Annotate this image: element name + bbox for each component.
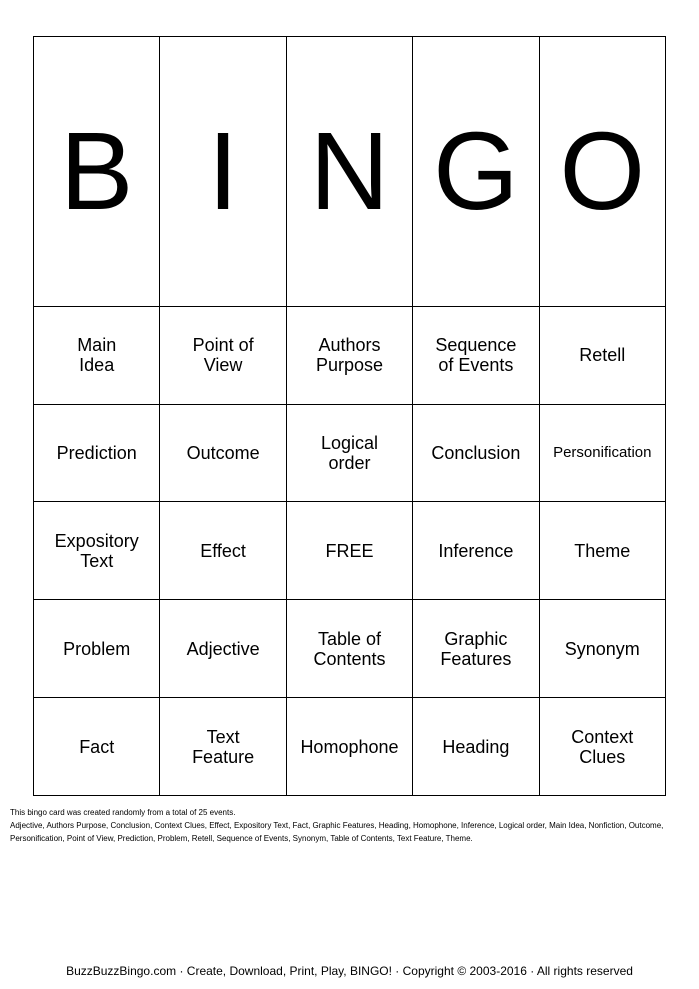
header-letter-b: B (34, 37, 160, 307)
bingo-cell: Table of Contents (286, 600, 412, 698)
bingo-card (33, 36, 666, 796)
bingo-cell: Effect (160, 502, 286, 600)
bingo-cell: Conclusion (413, 404, 539, 502)
bingo-cell: Theme (539, 502, 665, 600)
footer-copyright: BuzzBuzzBingo.com · Create, Download, Print, Play, BINGO! · Copyright © 2003-2016 · All rights reserved (66, 964, 633, 978)
bingo-row (34, 306, 666, 404)
bingo-cell: Problem (34, 600, 160, 698)
bingo-cell: Synonym (539, 600, 665, 698)
bingo-row (34, 600, 666, 698)
bingo-cell: Logical order (286, 404, 412, 502)
bingo-row (34, 698, 666, 796)
card-creation-note: This bingo card was created randomly from a total of 25 events. (10, 808, 236, 817)
bingo-row (34, 502, 666, 600)
bingo-cell: Inference (413, 502, 539, 600)
bingo-cell: Fact (34, 698, 160, 796)
header-letter-g: G (413, 37, 539, 307)
header-letter-o: O (539, 37, 665, 307)
bingo-cell: Point of View (160, 306, 286, 404)
bingo-cell: Prediction (34, 404, 160, 502)
bingo-cell: Retell (539, 306, 665, 404)
bingo-cell: Text Feature (160, 698, 286, 796)
bingo-row (34, 404, 666, 502)
bingo-cell: Heading (413, 698, 539, 796)
bingo-cell: Outcome (160, 404, 286, 502)
bingo-cell: Adjective (160, 600, 286, 698)
bingo-header-row (34, 37, 666, 307)
event-list: Adjective, Authors Purpose, Conclusion, Context Clues, Effect, Expository Text, Fact, Graphic Features, Heading, Homophone, Inference, Logical order, Main Idea, Nonfiction, Outcome, Personification, Point of View, Prediction, Problem, Retell, Sequence of Events, Synonym, Table of Contents, Text Feature, Theme. (10, 821, 664, 843)
free-space-cell: FREE (286, 502, 412, 600)
bingo-cell: Homophone (286, 698, 412, 796)
bingo-cell: Context Clues (539, 698, 665, 796)
bingo-cell: Graphic Features (413, 600, 539, 698)
header-letter-i: I (160, 37, 286, 307)
bingo-cell: Personification (539, 404, 665, 502)
bingo-cell: Authors Purpose (286, 306, 412, 404)
bingo-cell: Expository Text (34, 502, 160, 600)
header-letter-n: N (286, 37, 412, 307)
bingo-cell: Main Idea (34, 306, 160, 404)
bingo-cell: Sequence of Events (413, 306, 539, 404)
